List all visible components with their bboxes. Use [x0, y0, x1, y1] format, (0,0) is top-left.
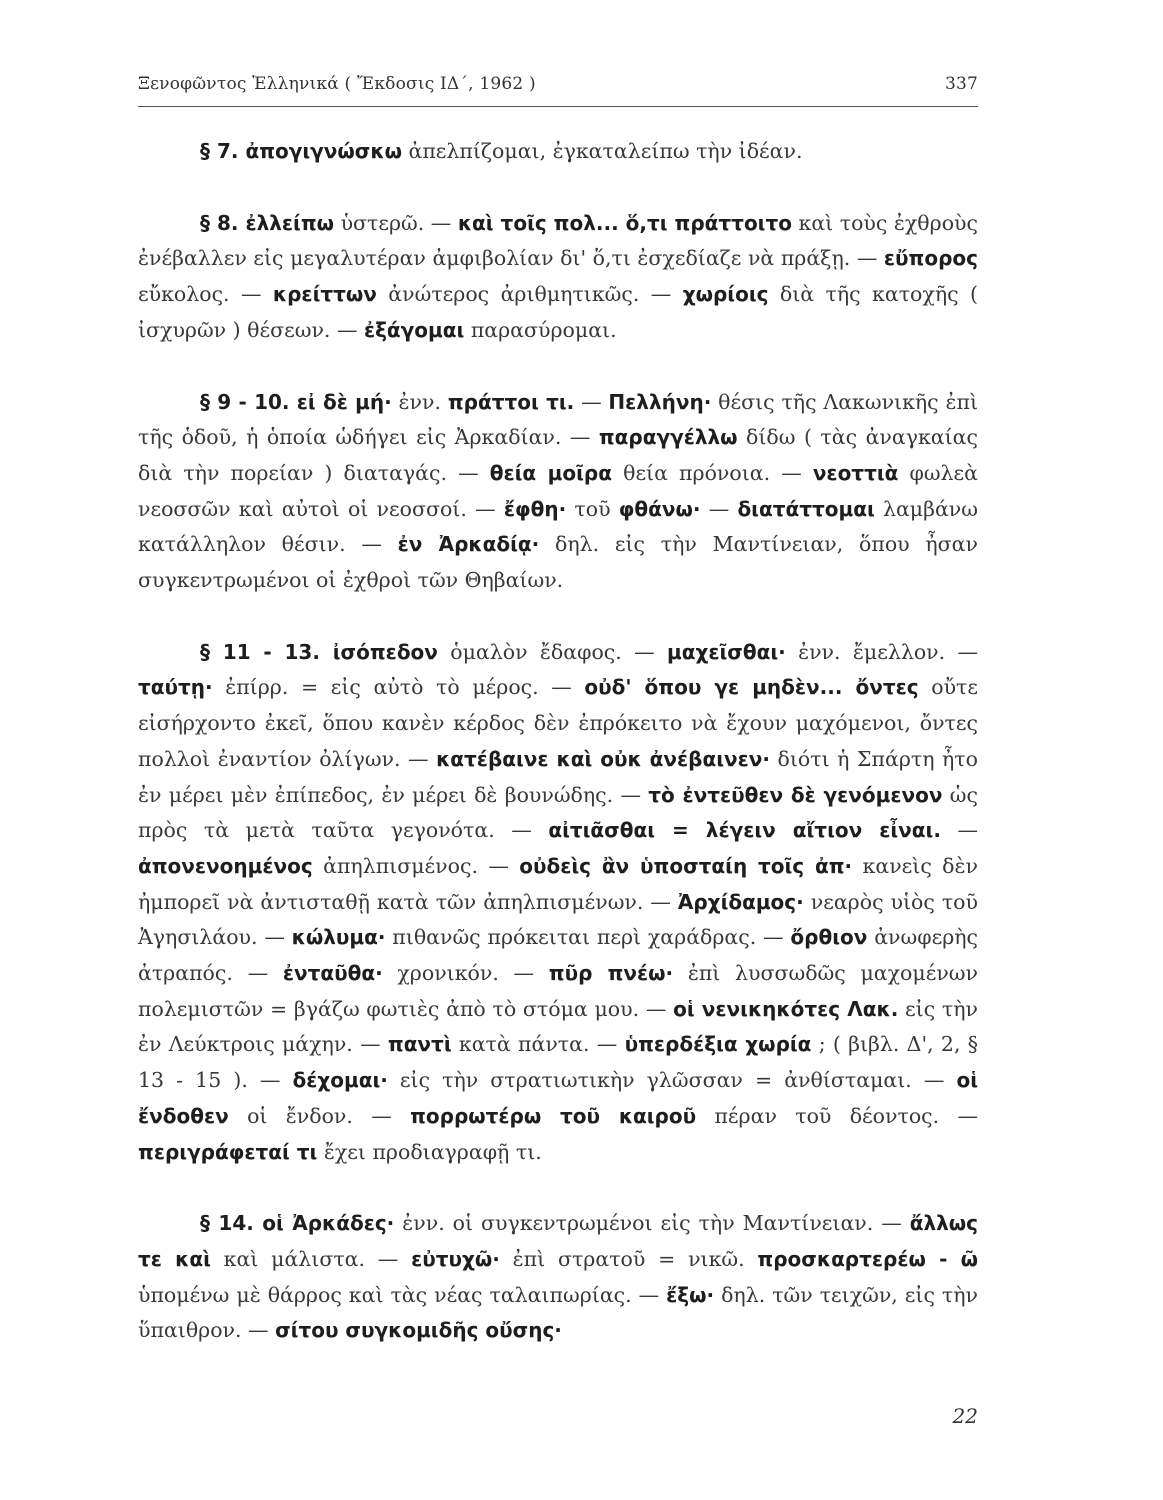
lemma-term: τὸ ἐντεῦθεν δὲ γενόμενον	[648, 782, 943, 807]
header-rule	[138, 106, 978, 107]
lemma-term: ἀπογιγνώσκω	[245, 139, 402, 163]
gloss-text: ἐπὶ λυσσωδῶς μαχομένων πολεμιστῶν = βγάζω φωτιὲς ἀπὸ τὸ στόμα μου. —	[138, 961, 978, 1021]
section-14	[138, 1206, 978, 1349]
lemma-term: οἱ Ἀρκάδες·	[262, 1211, 395, 1236]
lemma-term: ἐλλείπω	[245, 210, 335, 235]
lemma-term: περιγράφεταί τι	[138, 1139, 318, 1164]
gloss-text: —	[700, 496, 738, 521]
gloss-text: ἀπηλπισμένος. —	[312, 853, 520, 878]
lemma-term: ὑπερδέξια χωρία	[624, 1032, 812, 1057]
gloss-text: θεία πρόνοια. —	[612, 460, 813, 485]
lemma-term: ἐν Ἀρκαδίᾳ·	[397, 532, 540, 557]
book-page	[138, 0, 978, 1500]
gloss-text: ὡς πρὸς τὰ μετὰ ταῦτα γεγονότα. —	[138, 782, 978, 843]
lemma-term: οἱ ἔνδοθεν	[138, 1068, 978, 1128]
lemma-term: κρείττων	[272, 282, 377, 307]
running-header	[138, 74, 978, 102]
lemma-term: ἄλλως τε καὶ	[138, 1211, 978, 1271]
lemma-term: § 7.	[200, 139, 246, 163]
lemma-term: ἐξάγομαι	[363, 317, 465, 342]
gloss-text: οἱ ἔνδον. —	[228, 1103, 411, 1128]
page-number: 337	[944, 74, 978, 94]
lemma-term: δέχομαι·	[292, 1068, 388, 1093]
lemma-term: Ἀρχίδαμος·	[677, 889, 804, 914]
lemma-term: πῦρ πνέω·	[548, 961, 674, 986]
gloss-text: εἰς τὴν ἐν Λεύκτροις μάχην. —	[138, 996, 978, 1057]
gloss-text: ἀνωφερὴς ἀτραπός. —	[138, 925, 979, 986]
lemma-term: φθάνω·	[618, 496, 701, 521]
lemma-term: ταύτῃ·	[138, 675, 213, 700]
lemma-term: ἔξω·	[666, 1282, 715, 1307]
lemma-term: εἰ δὲ μή·	[296, 389, 392, 414]
lemma-term: § 9 - 10.	[200, 389, 297, 414]
lemma-term: σίτου συγκομιδῆς οὔσης·	[275, 1318, 562, 1343]
gloss-text: ἀνώτερος ἀριθμητικῶς. —	[376, 282, 683, 307]
lemma-term: οὐδ' ὅπου γε μηδὲν... ὄντες	[584, 675, 919, 700]
lemma-term: ἀπονενοημένος	[138, 853, 313, 878]
lemma-term: εὔπορος	[883, 246, 978, 271]
lemma-term: § 8.	[200, 210, 246, 235]
gloss-text: ὁμαλὸν ἔδαφος. —	[437, 639, 668, 664]
lemma-term: νεοττιὰ	[812, 460, 899, 485]
lemma-term: οὐδεὶς ἂν ὑποσταίη τοῖς ἀπ·	[519, 853, 853, 878]
gloss-text: λαμβάνω κατάλληλον θέσιν. —	[138, 496, 978, 557]
lemma-term: ἐνταῦθα·	[282, 961, 383, 986]
lemma-term: προσκαρτερέω - ῶ	[757, 1246, 978, 1271]
gloss-text: δηλ. τῶν τειχῶν, εἰς τὴν ὕπαιθρον. —	[138, 1282, 979, 1343]
gloss-text: ἐνν.	[391, 389, 448, 414]
gloss-text: —	[574, 389, 609, 414]
lemma-term: διατάττομαι	[737, 496, 875, 521]
gloss-text: —	[940, 818, 978, 843]
gloss-text: οὔτε εἰσήρχοντο ἐκεῖ, ὅπου κανὲν κέρδος δὲν ἐπρόκειτο νὰ ἔχουν μαχόμενοι, ὄντες πολλοὶ ἐναντίον ὀλίγων. —	[138, 675, 978, 771]
signature-mark: 22	[952, 1404, 978, 1428]
gloss-text: παρασύρομαι.	[464, 317, 617, 342]
gloss-text: δηλ. εἰς τὴν Μαντίνειαν, ὅπου ἦσαν συγκεντρωμένοι οἱ ἐχθροὶ τῶν Θηβαίων.	[138, 532, 978, 593]
lemma-term: καὶ τοῖς πολ... ὅ,τι πράττοιτο	[457, 210, 792, 235]
section-8	[138, 206, 978, 349]
commentary-body	[138, 134, 978, 1385]
gloss-text: ἐνν. οἱ συγκεντρωμένοι εἰς τὴν Μαντίνειαν. —	[394, 1211, 910, 1236]
section-11-13	[138, 635, 978, 1171]
lemma-term: πορρωτέρω τοῦ καιροῦ	[410, 1103, 697, 1128]
gloss-text: εὔκολος. —	[138, 282, 273, 307]
gloss-text: φωλεὰ νεοσσῶν καὶ αὐτοὶ οἱ νεοσσοί. —	[138, 460, 978, 521]
gloss-text: ; ( βιβλ. Δ', 2, § 13 - 15 ). —	[138, 1032, 978, 1093]
lemma-term: παντὶ	[387, 1032, 452, 1057]
section-9-10	[138, 385, 978, 599]
lemma-term: ἔφθη·	[503, 496, 567, 521]
gloss-text: χρονικόν. —	[382, 961, 549, 986]
gloss-text: ἀπελπίζομαι, ἐγκαταλείπω τὴν ἰδέαν.	[401, 139, 803, 163]
gloss-text: τοῦ	[566, 496, 619, 521]
lemma-term: παραγγέλλω	[598, 425, 738, 450]
gloss-text: διὰ τῆς κατοχῆς ( ἰσχυρῶν ) θέσεων. —	[138, 282, 978, 342]
gloss-text: διότι ἡ Σπάρτη ἦτο ἐν μέρει μὲν ἐπίπεδος, ἐν μέρει δὲ βουνώδης. —	[138, 746, 978, 807]
lemma-term: οἱ νενικηκότες Λακ.	[673, 996, 899, 1021]
gloss-text: καὶ μάλιστα. —	[210, 1246, 412, 1271]
lemma-term: ὄρθιον	[790, 925, 868, 950]
gloss-text: ἔχει προδιαγραφῇ τι.	[317, 1139, 542, 1164]
gloss-text: κατὰ πάντα. —	[451, 1032, 625, 1057]
lemma-term: Πελλήνη·	[608, 389, 712, 414]
lemma-term: § 11 - 13.	[200, 639, 333, 664]
gloss-text: νεαρὸς υἱὸς τοῦ Ἀγησιλάου. —	[138, 889, 978, 950]
gloss-text: ἐπίρρ. = εἰς αὐτὸ τὸ μέρος. —	[212, 675, 585, 700]
gloss-text: καὶ τοὺς ἐχθροὺς ἐνέβαλλεν εἰς μεγαλυτέραν ἀμφιβολίαν δι' ὅ,τι ἐσχεδίαζε νὰ πράξῃ. —	[138, 210, 978, 271]
gloss-text: δίδω ( τὰς ἀναγκαίας διὰ τὴν πορείαν ) διαταγάς. —	[138, 425, 978, 485]
running-title: Ξενοφῶντος Ἑλληνικά ( Ἔκδοσις ΙΔ΄, 1962 )	[138, 74, 536, 94]
lemma-term: § 14.	[200, 1211, 263, 1236]
lemma-term: μαχεῖσθαι·	[667, 639, 786, 664]
gloss-text: ὑστερῶ. —	[334, 210, 458, 235]
section-7	[138, 134, 978, 170]
gloss-text: πέραν τοῦ δέοντος. —	[696, 1103, 978, 1128]
lemma-term: κώλυμα·	[291, 925, 386, 950]
gloss-text: πιθανῶς πρόκειται περὶ χαράδρας. —	[385, 925, 791, 950]
lemma-term: εὐτυχῶ·	[411, 1246, 500, 1271]
lemma-term: πράττοι τι.	[447, 389, 575, 414]
lemma-term: θεία μοῖρα	[489, 460, 612, 485]
gloss-text: ἐνν. ἔμελλον. —	[785, 639, 978, 664]
gloss-text: κανεὶς δὲν ἠμπορεῖ νὰ ἀντισταθῇ κατὰ τῶν ἀπηλπισμένων. —	[138, 853, 978, 914]
gloss-text: ὑπομένω μὲ θάρρος καὶ τὰς νέας ταλαιπωρίας. —	[138, 1282, 667, 1307]
lemma-term: αἰτιᾶσθαι = λέγειν αἴτιον εἶναι.	[548, 818, 941, 843]
lemma-term: ἰσόπεδον	[332, 639, 438, 664]
lemma-term: κατέβαινε καὶ οὐκ ἀνέβαινεν·	[436, 746, 771, 771]
gloss-text: ἐπὶ στρατοῦ = νικῶ.	[499, 1246, 758, 1271]
gloss-text: θέσις τῆς Λακωνικῆς ἐπὶ τῆς ὁδοῦ, ἡ ὁποία ὡδήγει εἰς Ἀρκαδίαν. —	[138, 389, 979, 450]
gloss-text: εἰς τὴν στρατιωτικὴν γλῶσσαν = ἀνθίσταμαι. —	[387, 1068, 957, 1093]
lemma-term: χωρίοις	[682, 282, 769, 307]
